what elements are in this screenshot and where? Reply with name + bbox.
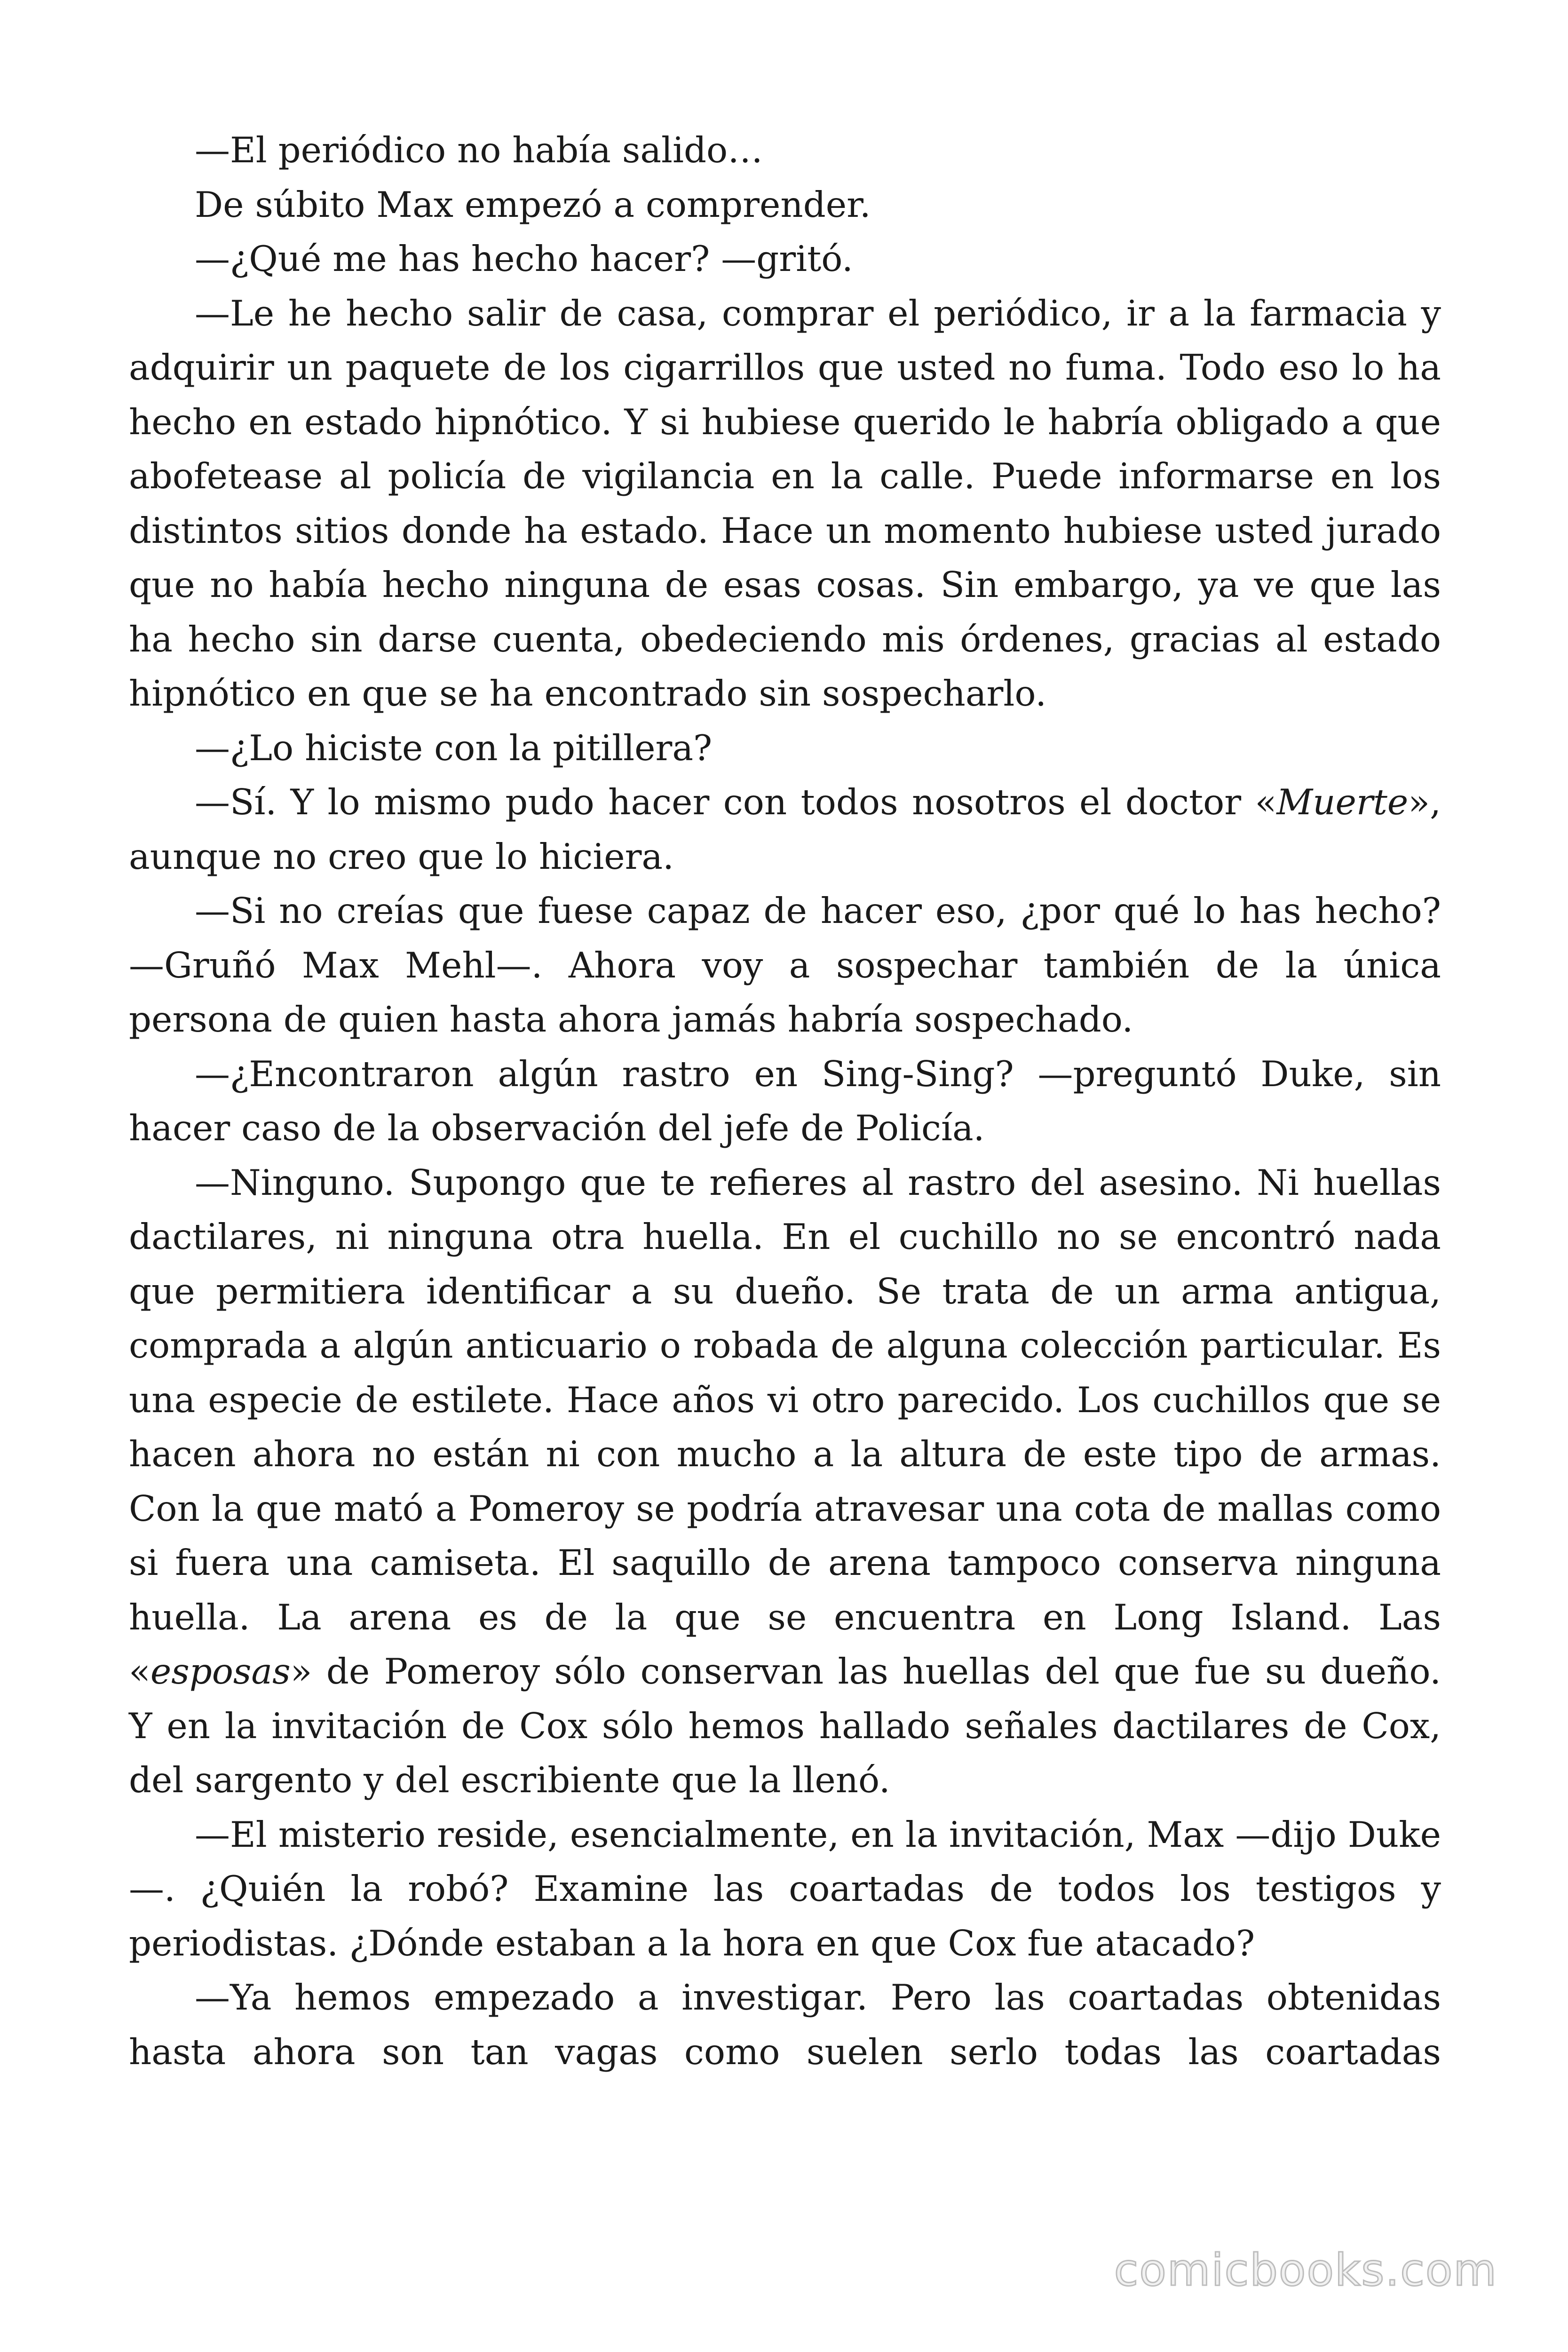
text-segment: », aunque no creo que lo hiciera.: [129, 781, 1441, 877]
text-segment: —Sí. Y lo mismo pudo hacer con todos nosotros el doctor «: [195, 781, 1277, 823]
paragraph: [129, 884, 1441, 1047]
body-text: [129, 123, 1441, 2079]
text-segment: —Ninguno. Supongo que te refieres al rastro del asesino. Ni huellas dactilares, ni ninguna otra huella. En el cuchillo no se encontró nada que permitiera identificar a su dueño. Se trata de un arma antigua, comprada a algún anticuario o robada de alguna colección particular. Es una especie de estilete. Hace años vi otro parecido. Los cuchillos que se hacen ahora no están ni con mucho a la altura de este tipo de armas. Con la que mató a Pomeroy se podría atravesar una cota de mallas como si fuera una camiseta. El saquillo de arena tampoco conserva ninguna huella. La arena es de la que se encuentra en Long Island. Las «: [129, 1161, 1441, 1692]
text-segment: —Si no creías que fuese capaz de hacer eso, ¿por qué lo has hecho? —Gruñó Max Mehl—. Ahora voy a sospechar también de la única persona de quien hasta ahora jamás habría sospechado.: [129, 890, 1441, 1040]
text-segment: —El periódico no había salido…: [195, 129, 763, 171]
watermark-text: comicbooks.com: [1114, 2245, 1497, 2296]
paragraph: [129, 1808, 1441, 1971]
text-segment: De súbito Max empezó a comprender.: [195, 183, 871, 225]
italic-segment: esposas: [150, 1651, 291, 1692]
paragraph: [129, 1047, 1441, 1156]
paragraph: [129, 232, 1441, 286]
paragraph: [129, 178, 1441, 232]
paragraph: [129, 721, 1441, 776]
paragraph: [129, 775, 1441, 884]
paragraph: [129, 123, 1441, 178]
text-segment: » de Pomeroy sólo conservan las huellas del que fue su dueño. Y en la invitación de Cox sólo hemos hallado señales dactilares de Cox, del sargento y del escribiente que la llenó.: [129, 1651, 1441, 1801]
paragraph: [129, 286, 1441, 721]
text-segment: —Ya hemos empezado a investigar. Pero las coartadas obtenidas hasta ahora son tan vagas como suelen serlo todas las coartadas: [129, 1977, 1441, 2073]
paragraph: [129, 1156, 1441, 1808]
italic-segment: Muerte: [1276, 781, 1409, 823]
text-segment: —¿Lo hiciste con la pitillera?: [195, 727, 713, 769]
paragraph: [129, 1971, 1441, 2079]
text-segment: —Le he hecho salir de casa, comprar el periódico, ir a la farmacia y adquirir un paquete de los cigarrillos que usted no fuma. Todo eso lo ha hecho en estado hipnótico. Y si hubiese querido le habría obligado a que abofetease al policía de vigilancia en la calle. Puede informarse en los distintos sitios donde ha estado. Hace un momento hubiese usted jurado que no había hecho ninguna de esas cosas. Sin embargo, ya ve que las ha hecho sin darse cuenta, obedeciendo mis órdenes, gracias al estado hipnótico en que se ha encontrado sin sospecharlo.: [129, 292, 1441, 714]
text-segment: —El misterio reside, esencialmente, en la invitación, Max —dijo Duke—. ¿Quién la robó? Examine las coartadas de todos los testigos y periodistas. ¿Dónde estaban a la hora en que Cox fue atacado?: [129, 1813, 1441, 1964]
text-segment: —¿Qué me has hecho hacer? —gritó.: [195, 238, 853, 279]
text-segment: —¿Encontraron algún rastro en Sing-Sing? —preguntó Duke, sin hacer caso de la observación del jefe de Policía.: [129, 1053, 1441, 1149]
